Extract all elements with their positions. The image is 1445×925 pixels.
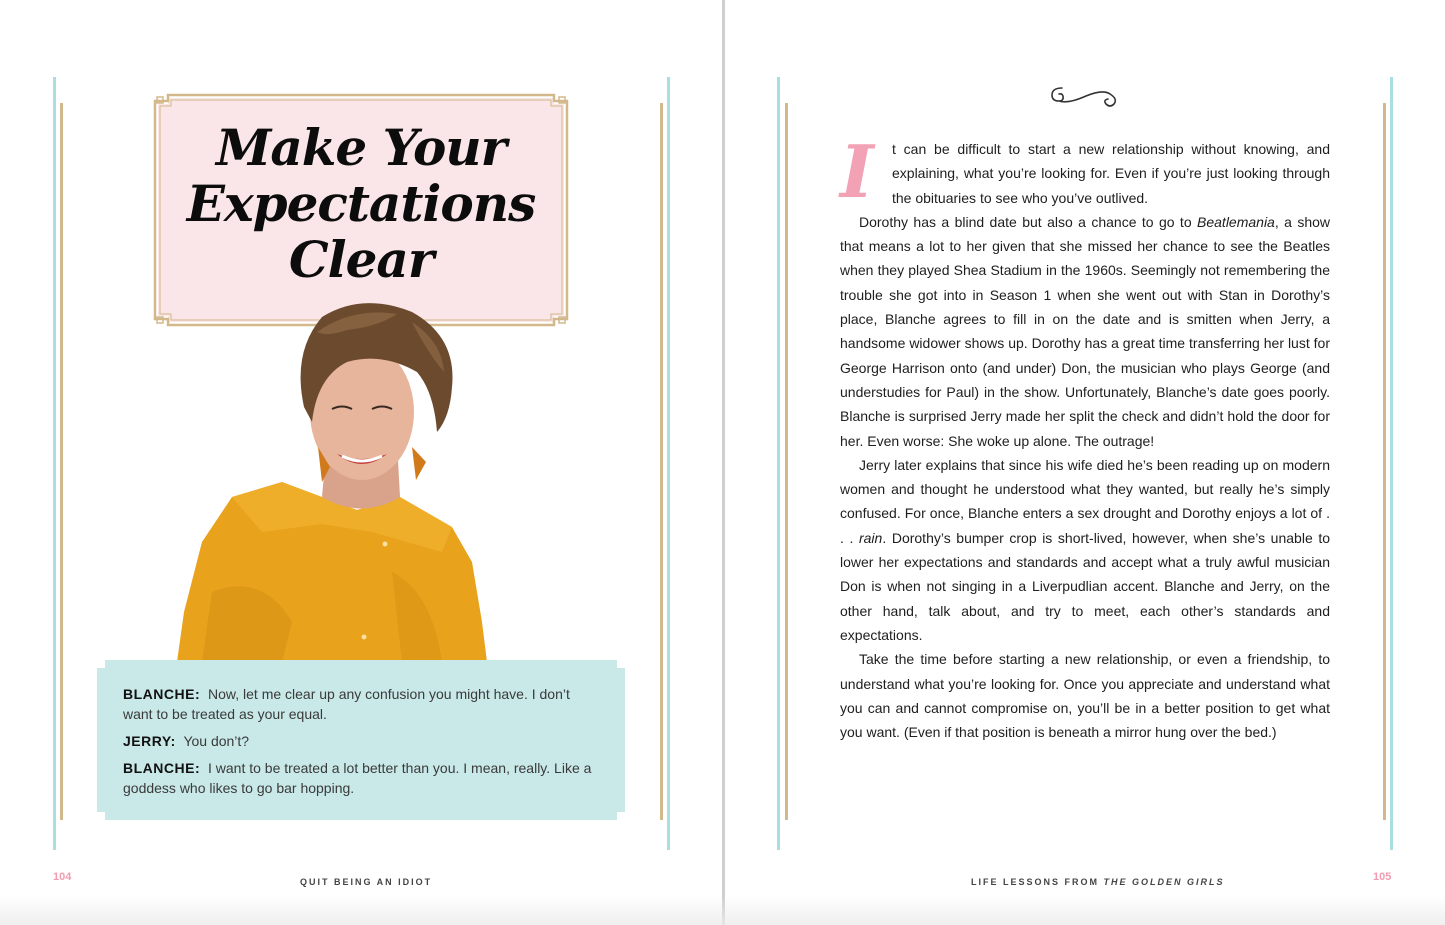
chapter-title-line: Make Your [216, 118, 506, 177]
dialogue-line [123, 758, 603, 798]
dialogue-text: You don’t? [183, 733, 250, 749]
page-number-left: 104 [53, 871, 72, 883]
speaker-name: BLANCHE: [123, 686, 201, 702]
left-page-outer-gold-rule [60, 103, 63, 820]
chapter-title-line: Expectations [186, 174, 536, 233]
chapter-title [152, 120, 570, 288]
dialogue-line [123, 684, 603, 724]
body-paragraph: I t can be difficult to start a new relationship without knowing, and explaining, what you’re looking for. Even if you’re just looking through the obituaries to see who you’ve outlived. [840, 129, 1330, 214]
body-paragraph: Take the time before starting a new relationship, or even a friendship, to understand what you’re looking for. Once you appreciate and understand what you can and cannot compromise on, you’ll be in a better position to get what you want. (Even if that position is beneath a mirror hung over the bed.) [840, 651, 1330, 741]
right-page-outer-teal-rule [1390, 77, 1393, 850]
page-gutter [722, 0, 725, 925]
dialogue-text: Now, let me clear up any confusion you might have. I don’t want to be treated as your equal. [123, 686, 570, 722]
body-text [840, 129, 1331, 744]
body-paragraph: Jerry later explains that since his wife died he’s been reading up on modern women and thought he understood what they wanted, but really he’s simply confused. For once, Blanche enters a sex drought and Dorothy enjoys a lot of . . . rain. Dorothy’s bumper crop is short-lived, however, when she’s unable to lower her expectations and standards and accept what a truly awful musician Don is when not singing in a Liverpudlian accent. Blanche and Jerry, on the other hand, talk about, and try to meet, each other’s standards and expectations. [840, 456, 1330, 643]
page-number-right: 105 [1373, 871, 1392, 883]
dialogue-text: I want to be treated a lot better than you. I mean, really. Like a goddess who likes to go bar hopping. [123, 760, 592, 796]
right-page-outer-gold-rule [1383, 103, 1386, 820]
drop-cap: I [840, 129, 874, 214]
speaker-name: BLANCHE: [123, 760, 201, 776]
body-paragraph: Dorothy has a blind date but also a chance to go to Beatlemania, a show that means a lot to her given that she missed her chance to see the Beatles when they played Shea Stadium in the 1960s. Seemingly not remembering the trouble she got into in Season 1 when she went out with Stan in Dorothy’s place, Blanche agrees to fill in on the date and is smitten when Jerry, a handsome widower shows up. Dorothy has a great time transferring her lust for George Harrison onto (and under) Don, the musician who plays George (and understudies for Paul) in the show. Unfortunately, Blanche’s date goes poorly. Blanche is surprised Jerry made her split the check and didn’t hold the door for her. Even worse: She woke up alone. The outrage! [840, 213, 1331, 449]
chapter-title-line: Clear [288, 230, 434, 289]
running-head-left: QUIT BEING AN IDIOT [300, 877, 433, 887]
left-page-inner-gold-rule [660, 103, 663, 820]
blanche-photo [172, 292, 492, 662]
right-page-inner-teal-rule [777, 77, 780, 850]
dialogue-quote-box [97, 660, 625, 820]
left-page-inner-teal-rule [667, 77, 670, 850]
left-page-outer-teal-rule [53, 77, 56, 850]
dialogue-line [123, 731, 603, 751]
running-head-right: LIFE LESSONS FROM THE GOLDEN GIRLS [971, 877, 1225, 887]
speaker-name: JERRY: [123, 733, 176, 749]
flourish-icon [1048, 82, 1124, 112]
dialogue-quote [123, 684, 603, 805]
left-page [0, 0, 722, 925]
right-page-inner-gold-rule [785, 103, 788, 820]
